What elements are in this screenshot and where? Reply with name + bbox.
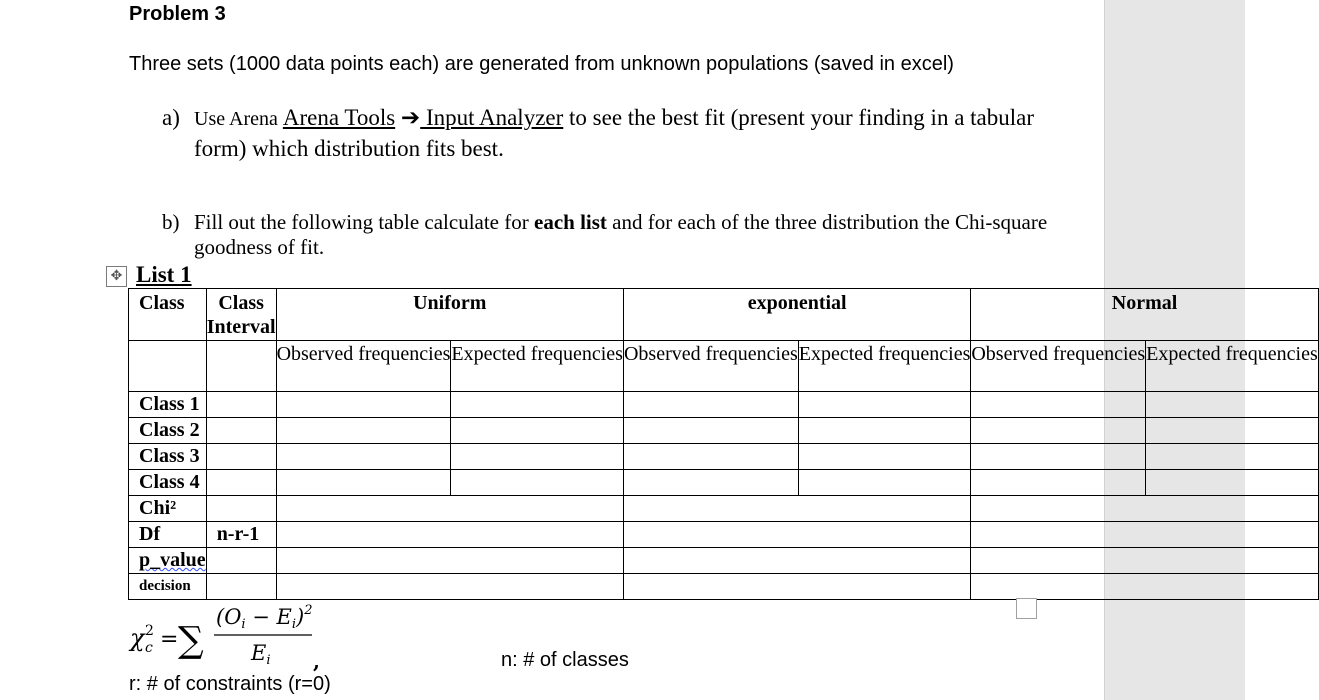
item-a-rest: to see the best fit (present your finding in a tabular form) which distribution fits best. xyxy=(194,105,1035,161)
table-cell[interactable] xyxy=(623,418,798,444)
arena-tools-link[interactable]: Arena Tools xyxy=(282,105,396,130)
item-b-rest: and for each of the three distribution the Chi-square goodness of fit. xyxy=(194,210,1048,259)
table-cell[interactable] xyxy=(798,470,971,496)
uniform-expected-header: Expected frequencies xyxy=(451,341,624,392)
header-class-interval: Class Interval xyxy=(206,289,276,341)
row-label-class-2: Class 2 xyxy=(129,418,207,444)
table-cell[interactable] xyxy=(276,470,451,496)
header-uniform: Uniform xyxy=(276,289,623,341)
header-exponential: exponential xyxy=(623,289,970,341)
chi-square-table xyxy=(128,288,1319,600)
table-cell[interactable] xyxy=(1146,392,1319,418)
r-note: r: # of constraints (r=0) xyxy=(129,673,331,695)
n-note: n: # of classes xyxy=(501,649,629,671)
table-subheader-row xyxy=(129,341,1319,392)
item-b-text xyxy=(194,210,1054,260)
table-cell[interactable] xyxy=(971,470,1146,496)
table-cell[interactable] xyxy=(276,548,623,574)
table-cell[interactable] xyxy=(206,418,276,444)
item-a-prefix: Use Arena xyxy=(194,108,283,130)
formula-comma: , xyxy=(313,649,320,673)
problem-intro: Three sets (1000 data points each) are generated from unknown populations (saved in excel) xyxy=(129,53,954,75)
table-cell[interactable] xyxy=(451,470,624,496)
problem-title: Problem 3 xyxy=(129,3,226,25)
table-cell[interactable] xyxy=(1146,444,1319,470)
table-cell[interactable] xyxy=(276,496,623,522)
table-row xyxy=(129,496,1319,522)
item-a-label: a) xyxy=(162,105,180,130)
table-cell[interactable] xyxy=(1146,418,1319,444)
formula-sup: 2 xyxy=(145,623,154,639)
formula-numerator: $(Oi - Ei)^2$ xyxy=(216,603,313,632)
table-row xyxy=(129,444,1319,470)
table-cell[interactable] xyxy=(798,392,971,418)
table-cell[interactable] xyxy=(971,392,1146,418)
formula-denominator: Ei xyxy=(251,641,271,668)
row-label-df: Df xyxy=(129,522,207,548)
formula-sub: c xyxy=(145,640,153,656)
table-row xyxy=(129,548,1319,574)
table-cell[interactable] xyxy=(971,496,1318,522)
table-cell[interactable] xyxy=(971,522,1318,548)
table-row xyxy=(129,522,1319,548)
table-cell[interactable] xyxy=(206,496,276,522)
input-analyzer-link[interactable]: Input Analyzer xyxy=(420,105,564,130)
table-cell[interactable] xyxy=(276,574,623,600)
list-title: List 1 xyxy=(136,262,192,287)
table-cell[interactable] xyxy=(971,574,1318,600)
table-move-handle-icon[interactable]: ✥ xyxy=(106,266,127,287)
chi-square-formula xyxy=(130,598,320,678)
table-cell[interactable] xyxy=(451,444,624,470)
item-b-label: b) xyxy=(162,210,180,234)
table-cell[interactable] xyxy=(623,548,970,574)
formula-equals: = xyxy=(160,627,179,652)
table-cell[interactable] xyxy=(623,522,970,548)
df-value: n-r-1 xyxy=(206,522,276,548)
table-cell[interactable] xyxy=(623,444,798,470)
table-cell[interactable] xyxy=(206,470,276,496)
header-normal: Normal xyxy=(971,289,1318,341)
row-label-class-4: Class 4 xyxy=(129,470,207,496)
table-row xyxy=(129,470,1319,496)
exponential-observed-header: Observed frequencies xyxy=(623,341,798,392)
table-cell[interactable] xyxy=(206,574,276,600)
table-cell[interactable] xyxy=(129,341,207,392)
table-row xyxy=(129,418,1319,444)
formula-chi: χ xyxy=(130,624,145,652)
table-cell[interactable] xyxy=(276,418,451,444)
row-label-class-1: Class 1 xyxy=(129,392,207,418)
table-header-row xyxy=(129,289,1319,341)
table-cell[interactable] xyxy=(971,418,1146,444)
header-class: Class xyxy=(129,289,207,341)
table-cell[interactable] xyxy=(206,548,276,574)
table-cell[interactable] xyxy=(206,444,276,470)
row-label-pvalue: p_value xyxy=(129,548,207,574)
table-cell[interactable] xyxy=(451,392,624,418)
table-cell[interactable] xyxy=(276,392,451,418)
table-resize-handle[interactable] xyxy=(1016,598,1037,619)
table-cell[interactable] xyxy=(623,470,798,496)
table-cell[interactable] xyxy=(971,548,1318,574)
table-cell[interactable] xyxy=(206,341,276,392)
table-cell[interactable] xyxy=(798,444,971,470)
normal-observed-header: Observed frequencies xyxy=(971,341,1146,392)
table-cell[interactable] xyxy=(451,418,624,444)
table-cell[interactable] xyxy=(623,574,970,600)
formula-sum: ∑ xyxy=(178,620,204,661)
row-label-chi: Chi² xyxy=(129,496,207,522)
table-cell[interactable] xyxy=(623,496,970,522)
normal-expected-header: Expected frequencies xyxy=(1146,341,1319,392)
table-cell[interactable] xyxy=(798,418,971,444)
row-label-class-3: Class 3 xyxy=(129,444,207,470)
item-b-prefix: Fill out the following table calculate for xyxy=(194,210,534,234)
arrow-icon: ➔ xyxy=(400,105,421,130)
table-row xyxy=(129,574,1319,600)
table-cell[interactable] xyxy=(276,522,623,548)
uniform-observed-header: Observed frequencies xyxy=(276,341,451,392)
table-row xyxy=(129,392,1319,418)
table-cell[interactable] xyxy=(206,392,276,418)
table-cell[interactable] xyxy=(1146,470,1319,496)
table-cell[interactable] xyxy=(623,392,798,418)
item-a-text xyxy=(194,103,1054,163)
exponential-expected-header: Expected frequencies xyxy=(798,341,971,392)
table-cell[interactable] xyxy=(971,444,1146,470)
table-cell[interactable] xyxy=(276,444,451,470)
item-b-bold: each list xyxy=(534,210,607,234)
row-label-decision: decision xyxy=(129,574,207,600)
